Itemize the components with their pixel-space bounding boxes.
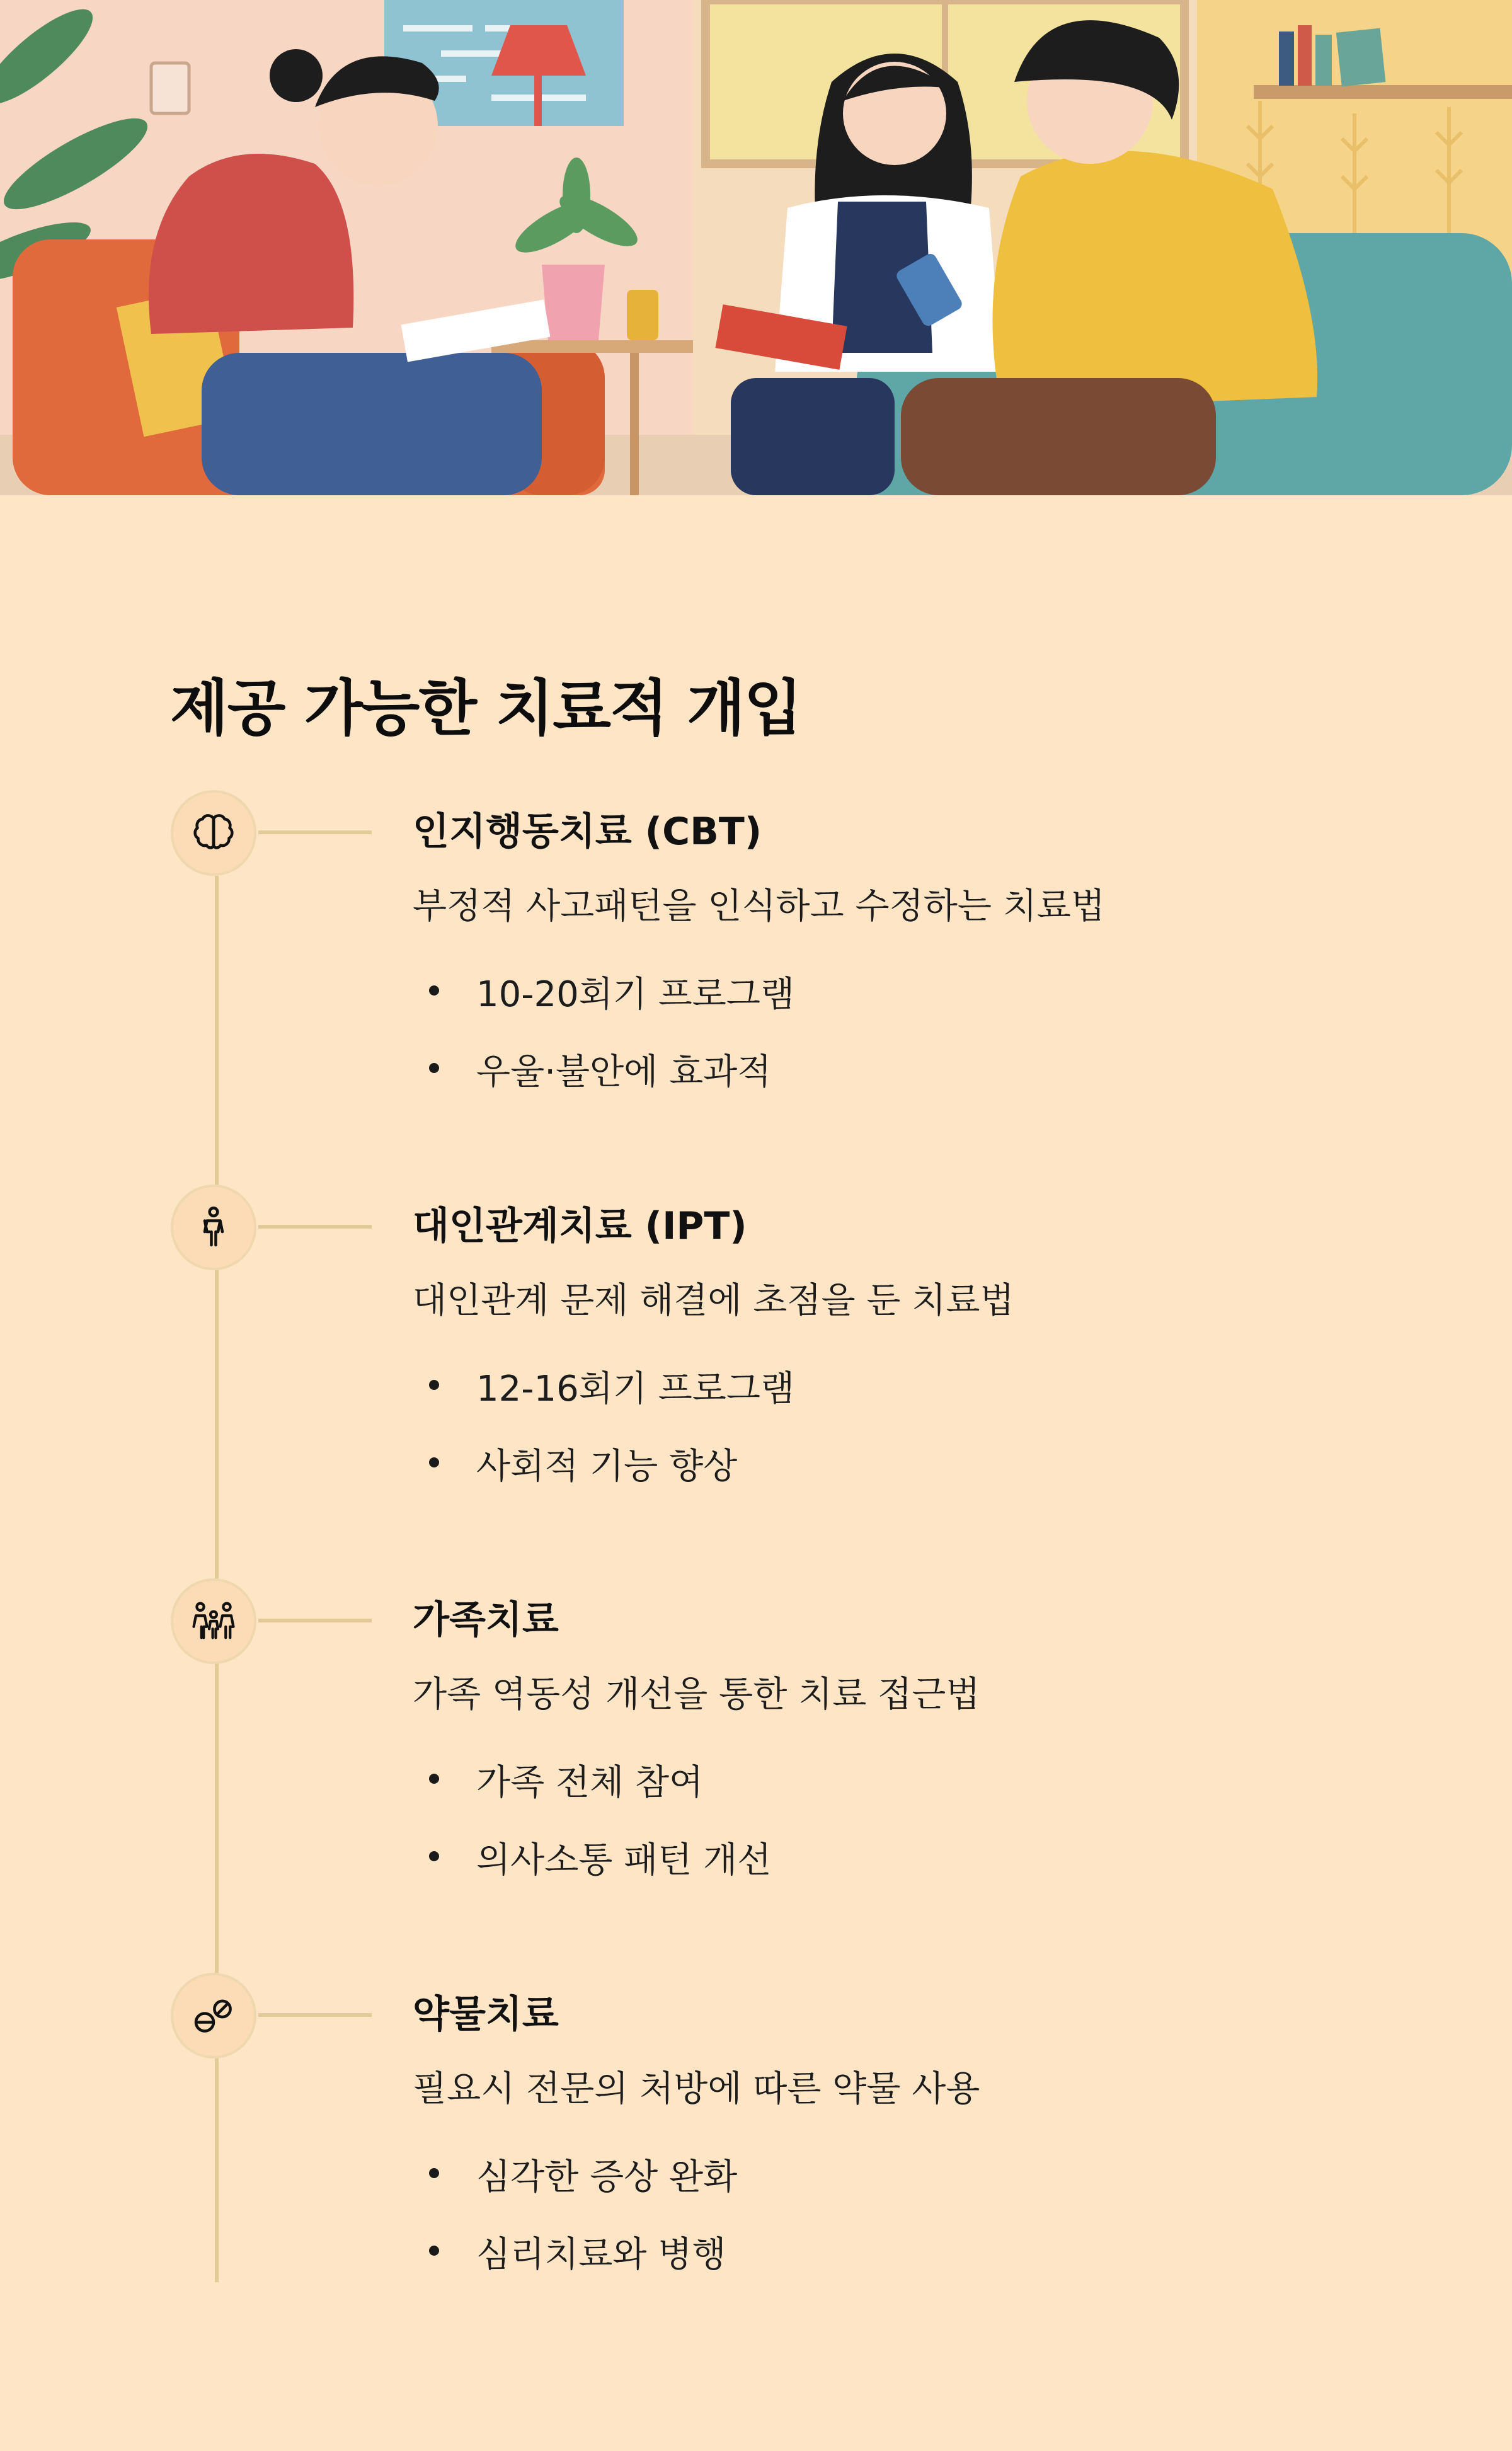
family-icon [171,1578,256,1664]
intervention-description: 가족 역동성 개선을 통한 치료 접근법 [413,1674,980,1715]
list-item-text: 심리치료와 병행 [476,2234,726,2275]
intervention-title: 약물치료 [413,1992,559,2036]
intervention-title: 가족치료 [413,1598,559,1642]
brain-icon [171,790,256,876]
timeline-connector [258,1225,372,1229]
bullet-dot [429,1063,439,1073]
list-item-text: 10-20회기 프로그램 [476,974,795,1015]
hero-illustration [0,0,1512,495]
intervention-title: 인지행동치료 (CBT) [413,810,762,854]
bullet-dot [429,1851,439,1861]
list-item-text: 심각한 증상 완화 [476,2157,738,2198]
bullet-dot [429,1457,439,1467]
timeline-connector [258,1619,372,1622]
intervention-description: 부정적 사고패턴을 인식하고 수정하는 치료법 [413,886,1106,927]
bullet-dot [429,2168,439,2178]
list-item-text: 의사소통 패턴 개선 [476,1840,772,1881]
bullet-dot [429,1380,439,1390]
intervention-title: 대인관계치료 (IPT) [413,1204,747,1248]
list-item-text: 사회적 기능 향상 [476,1446,738,1487]
intervention-description: 필요시 전문의 처방에 따른 약물 사용 [413,2069,980,2109]
person-icon [171,1185,256,1270]
pills-icon [171,1973,256,2058]
intervention-description: 대인관계 문제 해결에 초점을 둔 치료법 [413,1280,1014,1321]
bullet-dot [429,2246,439,2256]
timeline-connector [258,830,372,834]
list-item-text: 12-16회기 프로그램 [476,1369,795,1409]
list-item-text: 가족 전체 참여 [476,1762,704,1803]
bullet-dot [429,985,439,996]
list-item-text: 우울·불안에 효과적 [476,1052,772,1093]
bullet-dot [429,1774,439,1784]
section-heading: 제공 가능한 치료적 개입 [170,673,801,743]
timeline-connector [258,2013,372,2017]
